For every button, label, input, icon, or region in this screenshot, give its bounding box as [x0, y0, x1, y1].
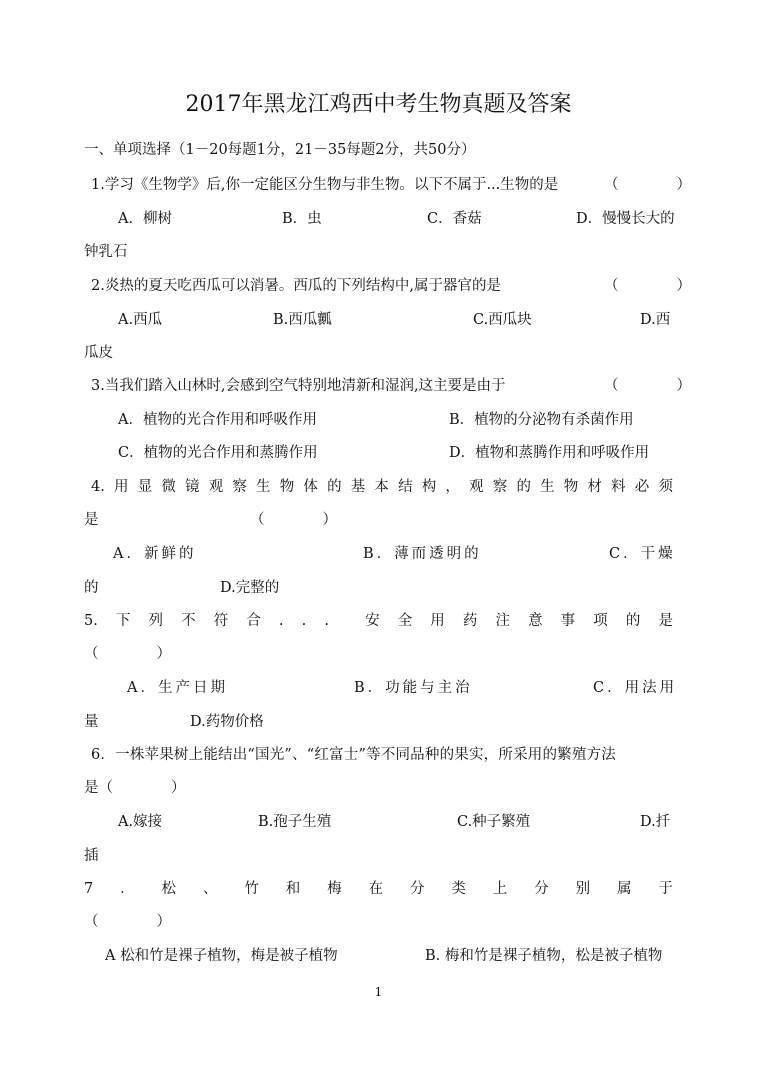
q2-stem: 2.炎热的夏天吃西瓜可以消暑。西瓜的下列结构中,属于器官的是 [91, 278, 501, 294]
q2-option-d-cont: 瓜皮 [84, 345, 113, 361]
q3-option-c: C．植物的光合作用和蒸腾作用 [118, 445, 318, 461]
q2-option-d: D.西 [640, 312, 671, 328]
q2-option-c: C.西瓜块 [473, 312, 532, 328]
q7-stem: 7 ． 松 、 竹 和 梅 在 分 类 上 分 别 属 于 [84, 881, 673, 897]
q1-option-a: A．柳树 [118, 211, 172, 227]
section-heading: 一、单项选择（1－20每题1分，21－35每题2分，共50分） [84, 142, 476, 158]
q1-option-b: B．虫 [282, 211, 322, 227]
q5-stem: 5. 下 列 不 符 合 . . . 安 全 用 药 注 意 事 项 的 是 [84, 613, 673, 629]
q7-option-a: A 松和竹是裸子植物，梅是被子植物 [105, 948, 338, 964]
q2-paren: （ ） [604, 278, 691, 294]
q5-option-b: B．功能与主治 [354, 680, 473, 696]
q1-stem: 1.学习《生物学》后,你一定能区分生物与非生物。以下不属于...生物的是 [91, 177, 559, 193]
q5-paren: （ ） [84, 646, 171, 662]
q6-stem: 6．一株苹果树上能结出“国光”、“红富士”等不同品种的果实，所采用的繁殖方法 [91, 747, 616, 763]
q6-option-a: A.嫁接 [118, 814, 163, 830]
q1-option-d-cont: 钟乳石 [84, 244, 128, 260]
q2-option-b: B.西瓜瓤 [273, 312, 332, 328]
q3-paren: （ ） [604, 378, 691, 394]
q4-option-d: D.完整的 [220, 580, 280, 596]
q5-option-a: A．生产日期 [127, 680, 228, 696]
q5-option-c: C．用法用 [593, 680, 678, 696]
q4-option-c-cont: 的 [84, 580, 99, 596]
q2-option-a: A.西瓜 [118, 312, 163, 328]
q4-option-c: C．干燥 [609, 546, 676, 562]
q7-paren: （ ） [84, 914, 171, 930]
q7-option-b: B. 梅和竹是裸子植物，松是被子植物 [425, 948, 663, 964]
page-title: 2017年黑龙江鸡西中考生物真题及答案 [185, 92, 572, 117]
q6-option-b: B.孢子生殖 [258, 814, 332, 830]
q6-option-d-cont: 插 [84, 848, 99, 864]
q5-option-d: D.药物价格 [190, 714, 264, 730]
page-number: 1 [374, 985, 383, 999]
q5-option-c-cont: 量 [84, 714, 99, 730]
q4-stem: 4. 用 显 微 镜 观 察 生 物 体 的 基 本 结 构 ， 观 察 的 生 物 材 料 必 须 [91, 479, 673, 495]
q3-option-b: B．植物的分泌物有杀菌作用 [449, 412, 634, 428]
q6-option-d: D.扦 [640, 814, 671, 830]
q6-stem-cont: 是（ ） [84, 780, 186, 796]
q4-paren: （ ） [250, 512, 337, 528]
q6-option-c: C.种子繁殖 [457, 814, 531, 830]
q3-option-d: D．植物和蒸腾作用和呼吸作用 [449, 445, 650, 461]
q4-option-a: A．新鲜的 [113, 546, 197, 562]
q4-stem-cont: 是 [84, 512, 99, 528]
q3-option-a: A．植物的光合作用和呼吸作用 [118, 412, 317, 428]
q3-stem: 3.当我们踏入山林时,会感到空气特别地清新和湿润,这主要是由于 [91, 378, 506, 394]
q4-option-b: B．薄而透明的 [363, 546, 482, 562]
q1-option-d: D．慢慢长大的 [576, 211, 675, 227]
q1-paren: （ ） [604, 177, 691, 193]
q1-option-c: C．香菇 [427, 211, 482, 227]
